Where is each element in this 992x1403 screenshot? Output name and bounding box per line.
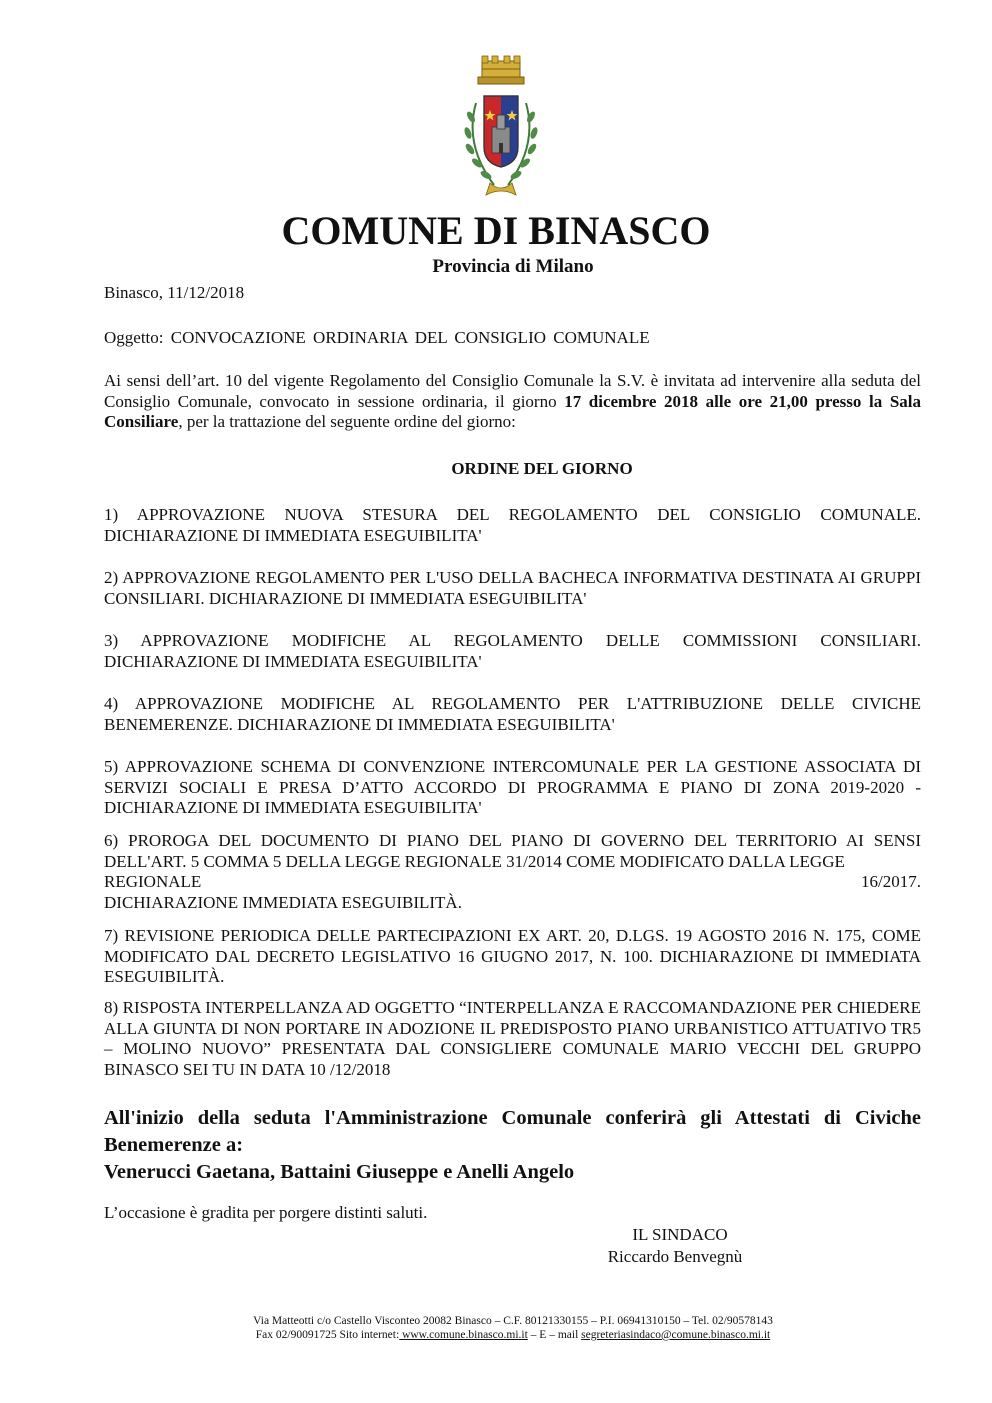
meeting-date-place: 17 dicembre 2018 alle ore 21,00 presso la Sala Consiliare	[104, 391, 921, 431]
agenda-item-3: 3) APPROVAZIONE MODIFICHE AL REGOLAMENTO DELLE COMMISSIONI CONSILIARI. DICHIARAZIONE DI IMMEDIATA ESEGUIBILITA'	[104, 631, 921, 671]
signature-name: Riccardo Benvegnù	[607, 1247, 743, 1266]
page-subtitle: Provincia di Milano	[432, 256, 594, 277]
website-link[interactable]: www.comune.binasco.mi.it	[399, 1329, 528, 1341]
award-intro: All'inizio della seduta l'Amministrazione Comunale conferirà gli Attestati di Civiche Benemerenze a:	[104, 1107, 921, 1156]
page-footer	[0, 1314, 992, 1342]
letter-subject: Oggetto: CONVOCAZIONE ORDINARIA DEL CONSIGLIO COMUNALE	[104, 328, 650, 347]
letter-date: Binasco, 11/12/2018	[104, 283, 245, 302]
closing-greeting: L’occasione è gradita per porgere distinti saluti.	[104, 1203, 428, 1222]
intro-text: Ai sensi dell’art. 10 del vigente Regolamento del Consiglio Comunale la S.V. è invitata ad intervenire alla seduta del Consiglio Comunale, convocato in sessione ordinaria, il giorno	[104, 371, 921, 411]
agenda-item-7: 7) REVISIONE PERIODICA DELLE PARTECIPAZIONI EX ART. 20, D.LGS. 19 AGOSTO 2016 N. 175, COME MODIFICATO DAL DECRETO LEGISLATIVO 16 GIUGNO 2017, N. 100. DICHIARAZIONE DI IMMEDIATA ESEGUIBILITÀ.	[104, 926, 921, 986]
letter-intro	[104, 371, 921, 433]
agenda-item-4: 4) APPROVAZIONE MODIFICHE AL REGOLAMENTO PER L'ATTRIBUZIONE DELLE CIVICHE BENEMERENZE. DICHIARAZIONE DI IMMEDIATA ESEGUIBILITA'	[104, 694, 921, 734]
footer-email-label: – E – mail	[527, 1329, 582, 1341]
footer-address: Via Matteotti c/o Castello Visconteo 20082 Binasco – C.F. 80121330155 – P.I. 06941310150 – Tel. 02/90578143	[253, 1315, 773, 1327]
agenda-item-2: 2) APPROVAZIONE REGOLAMENTO PER L'USO DELLA BACHECA INFORMATIVA DESTINATA AI GRUPPI CONSILIARI. DICHIARAZIONE DI IMMEDIATA ESEGUIBILITA'	[104, 568, 921, 608]
award-recipients: Venerucci Gaetana, Battaini Giuseppe e Anelli Angelo	[104, 1161, 575, 1183]
agenda-item-6-declaration: DICHIARAZIONE IMMEDIATA ESEGUIBILITÀ.	[104, 892, 462, 912]
agenda-item-6-law: REGIONALE 16/2017.	[104, 872, 921, 891]
coat-of-arms-icon	[446, 55, 556, 205]
page-title: COMUNE DI BINASCO	[281, 208, 711, 253]
agenda-item-5: 5) APPROVAZIONE SCHEMA DI CONVENZIONE INTERCOMUNALE PER LA GESTIONE ASSOCIATA DI SERVIZI SOCIALI E PRESA D’ATTO ACCORDO DI PROGRAMMA E PIANO DI ZONA 2019-2020 - DICHIARAZIONE DI IMMEDIATA ESEGUIBILITA'	[104, 757, 921, 817]
footer-contacts	[0, 1328, 992, 1342]
agenda-heading: ORDINE DEL GIORNO	[451, 459, 633, 478]
footer-fax: Fax 02/90091725 Sito internet:	[255, 1329, 400, 1341]
signature-role: IL SINDACO	[632, 1225, 728, 1244]
email-link[interactable]: segreteriasindaco@comune.binasco.mi.it	[581, 1329, 771, 1341]
agenda-item-8: 8) RISPOSTA INTERPELLANZA AD OGGETTO “INTERPELLANZA E RACCOMANDAZIONE PER CHIEDERE ALLA GIUNTA DI NON PORTARE IN ADOZIONE IL PREDISPOSTO PIANO URBANISTICO ATTUATIVO TR5 – MOLINO NUOVO” PRESENTATA DAL CONSIGLIERE COMUNALE MARIO VECCHI DEL GRUPPO BINASCO SEI TU IN DATA 10 /12/2018	[104, 998, 921, 1079]
award-announcement	[104, 1105, 921, 1186]
agenda-item-1: 1) APPROVAZIONE NUOVA STESURA DEL REGOLAMENTO DEL CONSIGLIO COMUNALE. DICHIARAZIONE DI IMMEDIATA ESEGUIBILITA'	[104, 505, 921, 545]
intro-text-end: , per la trattazione del seguente ordine del giorno:	[178, 412, 516, 431]
agenda-item-6-text: 6) PROROGA DEL DOCUMENTO DI PIANO DEL PIANO DI GOVERNO DEL TERRITORIO AI SENSI DELL'ART. 5 COMMA 5 DELLA LEGGE REGIONALE 31/2014 COME MODIFICATO DALLA LEGGE	[104, 831, 921, 871]
agenda-item-6	[104, 831, 921, 913]
